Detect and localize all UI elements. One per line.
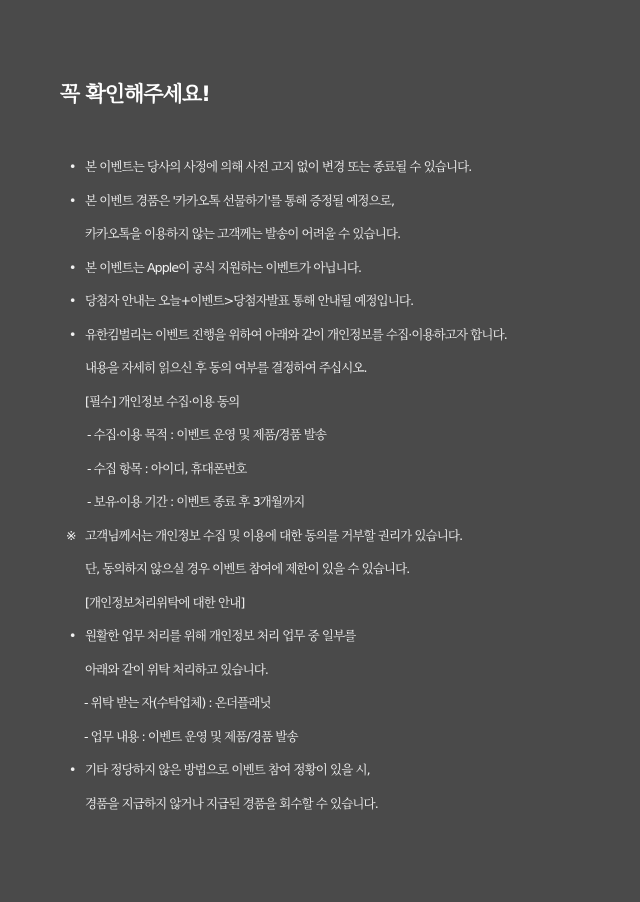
notice-line [0,156,640,190]
notice-text: 단, 동의하지 않으실 경우 이벤트 참여에 제한이 있을 수 있습니다. [85,561,410,576]
notice-line [0,592,640,626]
notice-text: 당첨자 안내는 오늘+이벤트>당첨자발표 통해 안내될 예정입니다. [85,293,414,308]
notice-line [0,692,640,726]
reference-mark: ※ [66,527,76,543]
bullet-marker: • [69,159,76,174]
notice-line [0,625,640,659]
notice-line [0,793,640,827]
notice-line [0,458,640,492]
bullet-marker: • [69,293,76,308]
bullet-marker: • [69,762,76,777]
notice-text: [개인정보처리위탁에 대한 안내] [85,594,245,610]
bullet-marker: • [69,326,76,342]
notice-text: - 업무 내용 : 이벤트 운영 및 제품/경품 발송 [84,728,298,744]
notice-text: - 수집·이용 목적 : 이벤트 운영 및 제품/경품 발송 [87,427,327,442]
notice-line [0,491,640,525]
notice-text: [필수] 개인정보 수집·이용 동의 [85,393,240,409]
notice-text: 기타 정당하지 않은 방법으로 이벤트 참여 정황이 있을 시, [85,762,370,777]
bullet-marker: • [69,259,76,275]
bullet-marker: • [69,628,76,643]
notice-line [0,659,640,693]
notice-text: 원활한 업무 처리를 위해 개인정보 처리 업무 중 일부를 [85,628,356,643]
notice-text: 고객님께서는 개인정보 수집 및 이용에 대한 동의를 거부할 권리가 있습니다. [85,527,463,543]
notice-line [0,223,640,257]
notice-list [0,156,640,826]
notice-text: 경품을 지급하지 않거나 지급된 경품을 회수할 수 있습니다. [85,795,378,811]
notice-text: 내용을 자세히 읽으신 후 동의 여부를 결정하여 주십시오. [85,360,367,375]
notice-line [0,190,640,224]
notice-line [0,290,640,324]
notice-line [0,257,640,291]
notice-line [0,759,640,793]
notice-line [0,558,640,592]
notice-line [0,357,640,391]
bullet-marker: • [69,192,76,208]
notice-text: 유한킴벌리는 이벤트 진행을 위하여 아래와 같이 개인정보를 수집·이용하고자 합니다. [85,326,507,342]
notice-text: 본 이벤트는 당사의 사정에 의해 사전 고지 없이 변경 또는 종료될 수 있습니다. [85,159,472,174]
page-title: 꼭 확인해주세요! [60,82,210,106]
notice-text: - 위탁 받는 자(수탁업체) : 온더플래닛 [84,695,271,710]
notice-line [0,424,640,458]
notice-text: 본 이벤트는 Apple이 공식 지원하는 이벤트가 아닙니다. [85,259,362,275]
notice-text: 본 이벤트 경품은 '카카오톡 선물하기'를 통해 증정될 예정으로, [85,192,395,208]
notice-line [0,726,640,760]
notice-text: 카카오톡을 이용하지 않는 고객께는 발송이 어려울 수 있습니다. [85,226,401,241]
notice-text: - 수집 항목 : 아이디, 휴대폰번호 [87,460,247,476]
notice-line [0,525,640,559]
notice-text: - 보유·이용 기간 : 이벤트 종료 후 3개월까지 [87,494,305,509]
notice-line [0,324,640,358]
notice-line [0,391,640,425]
notice-text: 아래와 같이 위탁 처리하고 있습니다. [85,661,268,677]
